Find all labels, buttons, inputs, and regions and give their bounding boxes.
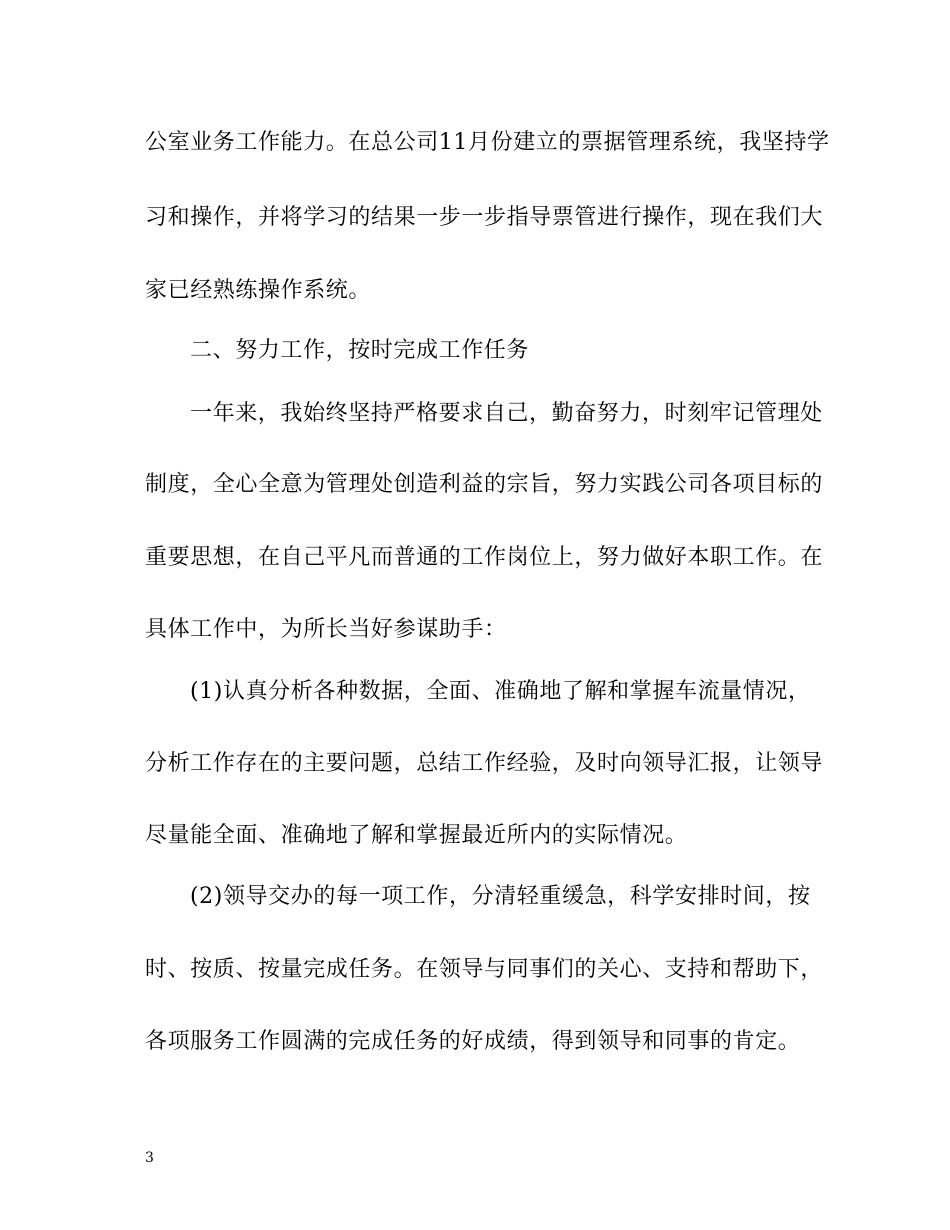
text-line: 分析工作存在的主要问题，总结工作经验，及时向领导汇报，让领导 — [145, 751, 824, 776]
list-item-2: (2)领导交办的每一项工作，分清轻重缓急，科学安排时间，按 — [190, 884, 811, 909]
text-line: 时、按质、按量完成任务。在领导与同事们的关心、支持和帮助下， — [145, 957, 824, 982]
text-line: 尽量能全面、准确地了解和掌握最近所内的实际情况。 — [145, 823, 688, 848]
text-line: 制度，全心全意为管理处创造利益的宗旨，努力实践公司各项目标的 — [145, 472, 824, 497]
text-line: 习和操作，并将学习的结果一步一步指导票管进行操作，现在我们大 — [145, 205, 824, 230]
text-line: 一年来，我始终坚持严格要求自己，勤奋努力，时刻牢记管理处 — [190, 401, 823, 426]
text-line: 家已经熟练操作系统。 — [145, 278, 372, 303]
list-item-1: (1)认真分析各种数据，全面、准确地了解和掌握车流量情况， — [190, 679, 811, 704]
text-line: 公室业务工作能力。在总公司11月份建立的票据管理系统，我坚持学 — [145, 130, 830, 155]
text-line: 各项服务工作圆满的完成任务的好成绩，得到领导和同事的肯定。 — [145, 1029, 801, 1054]
text-line: 重要思想，在自己平凡而普通的工作岗位上，努力做好本职工作。在 — [145, 545, 824, 570]
page-number: 3 — [145, 1150, 154, 1166]
section-heading: 二、努力工作，按时完成工作任务 — [190, 338, 530, 363]
text-line: 具体工作中，为所长当好参谋助手： — [145, 617, 507, 642]
